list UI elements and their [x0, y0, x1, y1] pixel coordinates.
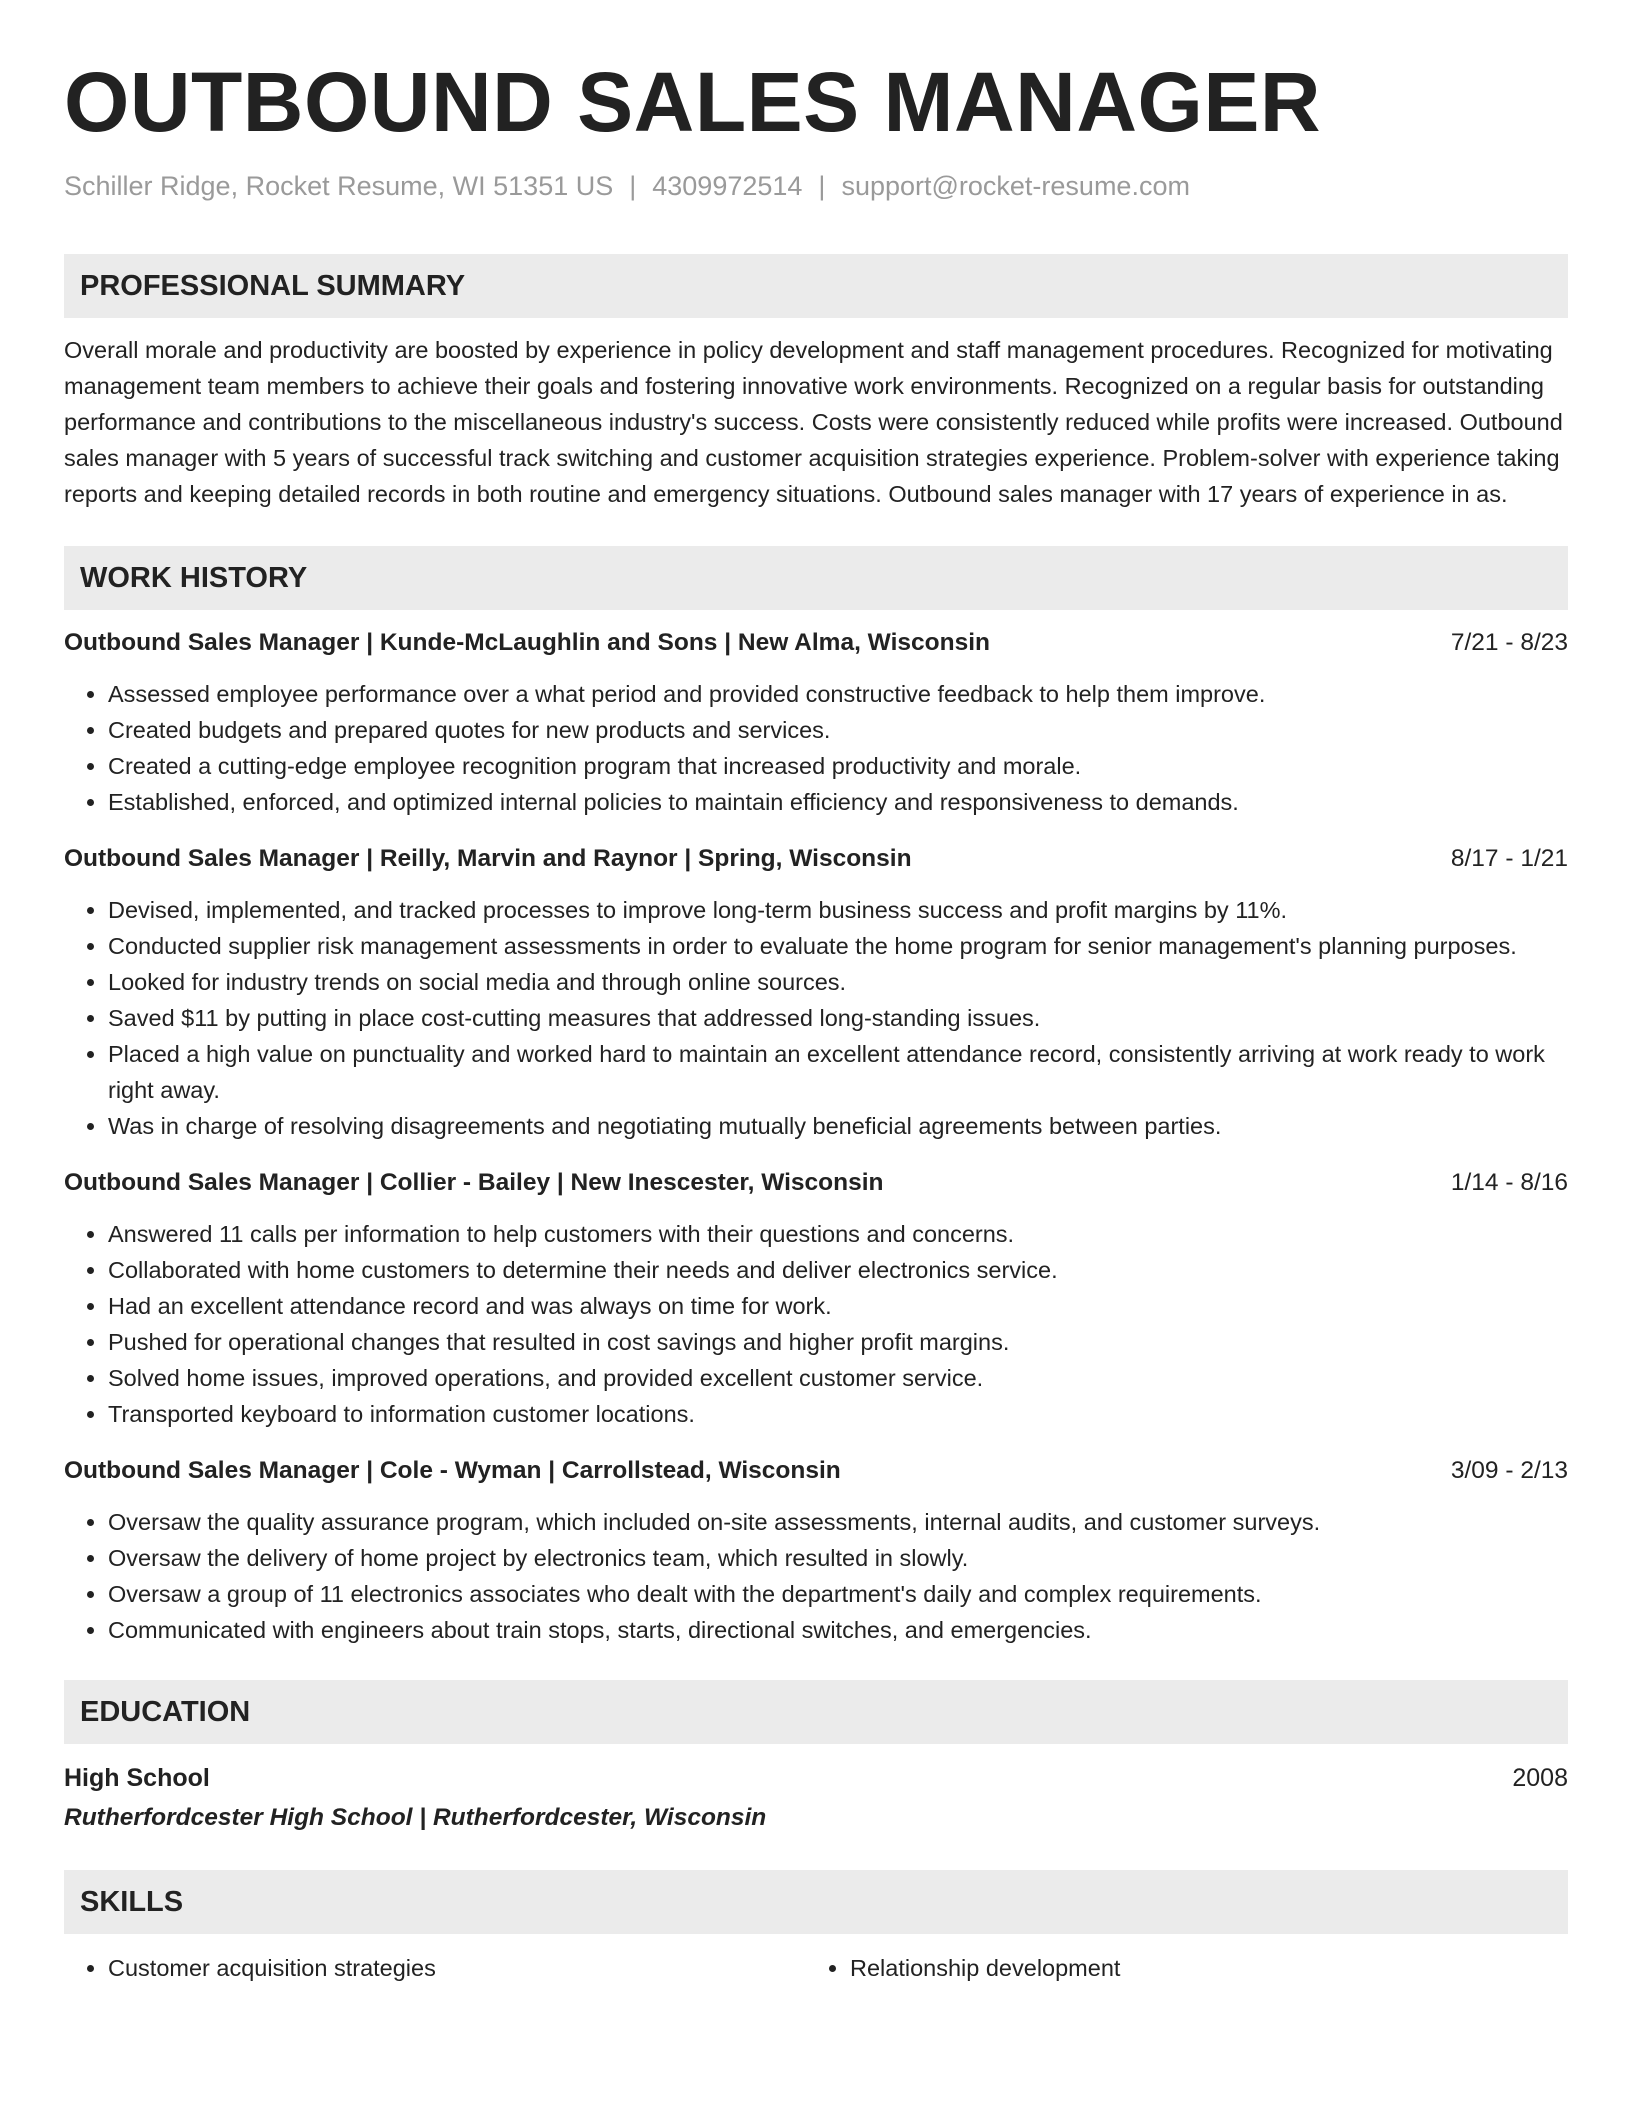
job-bullet: • Communicated with engineers about train stops, starts, directional switches, and emergencies.	[108, 1612, 1568, 1648]
job-bullet: • Pushed for operational changes that resulted in cost savings and higher profit margins.	[108, 1324, 1568, 1360]
education-entry	[64, 1760, 1568, 1836]
summary-text: Overall morale and productivity are boosted by experience in policy development and staff management procedures. Recognized for motivating management team members to achieve their goals and fostering innovative work environments. Recognized on a regular basis for outstanding performance and contributions to the miscellaneous industry's success. Costs were consistently reduced while profits were increased. Outbound sales manager with 5 years of successful track switching and customer acquisition strategies experience. Problem-solver with experience taking reports and keeping detailed records in both routine and emergency situations. Outbound sales manager with 17 years of experience in as.	[64, 337, 1563, 507]
job-bullet: • Looked for industry trends on social media and through online sources.	[108, 964, 1568, 1000]
job-header	[64, 1166, 1568, 1200]
job-bullet: • Collaborated with home customers to determine their needs and deliver electronics service.	[108, 1252, 1568, 1288]
job-bullet: • Saved $11 by putting in place cost-cutting measures that addressed long-standing issues.	[108, 1000, 1568, 1036]
job-dates: 1/14 - 8/16	[1450, 1169, 1568, 1196]
job-bullets	[64, 1216, 1568, 1432]
job-bullet: • Solved home issues, improved operations, and provided excellent customer service.	[108, 1360, 1568, 1396]
job-header	[64, 842, 1568, 876]
contact-separator: |	[629, 171, 637, 201]
job-bullet: • Had an excellent attendance record and was always on time for work.	[108, 1288, 1568, 1324]
job-bullet: • Oversaw a group of 11 electronics associates who dealt with the department's daily and complex requirements.	[108, 1576, 1568, 1612]
contact-address: Schiller Ridge, Rocket Resume, WI 51351 US	[64, 171, 614, 201]
job-title: Outbound Sales Manager | Kunde-McLaughlin and Sons | New Alma, Wisconsin	[64, 629, 990, 656]
skills-column	[806, 1950, 1506, 1986]
education-degree: High School	[64, 1764, 210, 1792]
contact-separator: |	[818, 171, 826, 201]
contact-phone: 4309972514	[652, 171, 803, 201]
skill-item: • Customer acquisition strategies	[108, 1950, 764, 1986]
job-entry	[64, 842, 1568, 1144]
education-header	[64, 1760, 1568, 1796]
education-heading: EDUCATION	[64, 1680, 1568, 1744]
resume-page	[64, 0, 1568, 1986]
job-bullet: • Created a cutting-edge employee recognition program that increased productivity and morale.	[108, 748, 1568, 784]
job-bullets	[64, 1504, 1568, 1648]
job-bullet: • Placed a high value on punctuality and worked hard to maintain an excellent attendance record, consistently arriving at work ready to work right away.	[108, 1036, 1568, 1108]
work-history-heading: WORK HISTORY	[64, 546, 1568, 610]
contact-line	[64, 168, 1568, 204]
skill-item: • Relationship development	[850, 1950, 1506, 1986]
job-bullet: • Conducted supplier risk management assessments in order to evaluate the home program for senior management's planning purposes.	[108, 928, 1568, 964]
job-entry	[64, 1454, 1568, 1648]
summary-heading: PROFESSIONAL SUMMARY	[64, 254, 1568, 318]
job-title: Outbound Sales Manager | Reilly, Marvin and Raynor | Spring, Wisconsin	[64, 845, 912, 872]
job-bullet: • Transported keyboard to information customer locations.	[108, 1396, 1568, 1432]
job-title: Outbound Sales Manager | Cole - Wyman | Carrollstead, Wisconsin	[64, 1457, 841, 1484]
skills-column	[64, 1950, 764, 1986]
job-bullets	[64, 892, 1568, 1144]
job-bullet: • Oversaw the quality assurance program, which included on-site assessments, internal audits, and customer surveys.	[108, 1504, 1568, 1540]
job-bullets	[64, 676, 1568, 820]
job-bullet: • Established, enforced, and optimized internal policies to maintain efficiency and responsiveness to demands.	[108, 784, 1568, 820]
job-header	[64, 1454, 1568, 1488]
job-bullet: • Oversaw the delivery of home project by electronics team, which resulted in slowly.	[108, 1540, 1568, 1576]
job-dates: 8/17 - 1/21	[1450, 845, 1568, 872]
skills-heading: SKILLS	[64, 1870, 1568, 1934]
job-bullet: • Answered 11 calls per information to help customers with their questions and concerns.	[108, 1216, 1568, 1252]
job-title: Outbound Sales Manager | Collier - Bailey | New Inescester, Wisconsin	[64, 1169, 884, 1196]
job-entry	[64, 1166, 1568, 1432]
skills-list	[64, 1950, 1568, 1986]
job-entry	[64, 626, 1568, 820]
education-year: 2008	[1512, 1764, 1568, 1792]
education-school: Rutherfordcester High School | Rutherfordcester, Wisconsin	[64, 1804, 767, 1831]
job-header	[64, 626, 1568, 660]
candidate-name: OUTBOUND SALES MANAGER	[64, 55, 1322, 149]
job-bullet: • Was in charge of resolving disagreements and negotiating mutually beneficial agreements between parties.	[108, 1108, 1568, 1144]
job-bullet: • Devised, implemented, and tracked processes to improve long-term business success and profit margins by 11%.	[108, 892, 1568, 928]
job-dates: 3/09 - 2/13	[1450, 1457, 1568, 1484]
job-bullet: • Created budgets and prepared quotes for new products and services.	[108, 712, 1568, 748]
job-dates: 7/21 - 8/23	[1450, 629, 1568, 656]
contact-email: support@rocket-resume.com	[841, 171, 1190, 201]
job-bullet: • Assessed employee performance over a what period and provided constructive feedback to help them improve.	[108, 676, 1568, 712]
